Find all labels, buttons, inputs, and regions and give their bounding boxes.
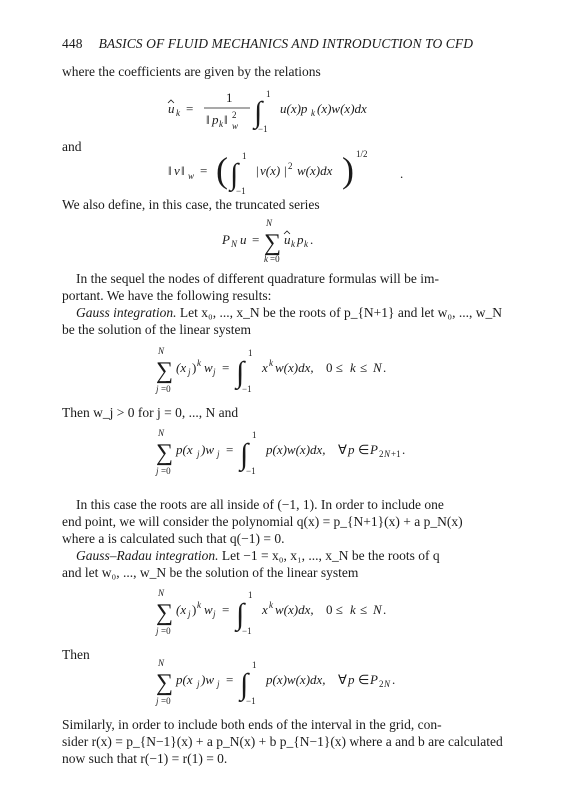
svg-text:p: p — [212, 112, 219, 127]
svg-text:u(x)p: u(x)p — [280, 101, 308, 116]
paragraph-gauss-line1 — [76, 304, 502, 321]
svg-text:p(x)w(x)dx,: p(x)w(x)dx, — [266, 442, 326, 457]
svg-text:w(x)dx: w(x)dx — [297, 163, 333, 178]
svg-text:0 ≤: 0 ≤ — [326, 360, 343, 375]
running-header — [62, 36, 473, 52]
svg-text:w: w — [204, 360, 213, 375]
paragraph-both-ends-line2: sider r(x) = p_{N−1}(x) + a p_N(x) + b p_{N−1}(x) where a and b are calculated — [62, 734, 503, 749]
svg-text:k: k — [269, 358, 273, 368]
svg-text:k: k — [350, 602, 356, 617]
svg-text:−1: −1 — [246, 466, 256, 476]
svg-text:∫: ∫ — [254, 96, 263, 129]
svg-text:j: j — [197, 679, 200, 689]
svg-text:∑: ∑ — [156, 670, 174, 696]
svg-text:‖: ‖ — [224, 112, 228, 127]
svg-text:.: . — [310, 232, 314, 247]
svg-text:|: | — [256, 163, 259, 178]
svg-text:∫: ∫ — [230, 158, 239, 191]
svg-text:=: = — [226, 442, 234, 457]
svg-text:j: j — [217, 449, 220, 459]
svg-text:2: 2 — [379, 679, 384, 689]
svg-text:N: N — [158, 428, 165, 438]
svg-text:): ) — [342, 150, 354, 190]
svg-text:2: 2 — [232, 110, 237, 120]
svg-text:p: p — [297, 232, 304, 247]
svg-text:(x: (x — [176, 602, 187, 617]
equation-truncated-series — [220, 216, 360, 270]
svg-text:k: k — [311, 108, 315, 118]
svg-text:p: p — [348, 442, 355, 457]
svg-text:N: N — [266, 218, 273, 228]
gauss-label: Gauss integration. — [76, 305, 177, 320]
svg-text:‖: ‖ — [181, 163, 185, 178]
svg-text:(x)w(x)dx: (x)w(x)dx — [317, 101, 367, 116]
equation-radau-system — [154, 586, 434, 646]
svg-text:=0: =0 — [270, 254, 280, 264]
svg-text:+1: +1 — [391, 449, 401, 459]
svg-text:P: P — [370, 442, 378, 457]
svg-text:=0: =0 — [161, 626, 171, 636]
svg-text:w(x)dx,: w(x)dx, — [275, 360, 314, 375]
svg-text:‖: ‖ — [206, 112, 210, 127]
svg-text:j: j — [188, 609, 191, 619]
svg-text:−1: −1 — [242, 384, 252, 394]
svg-text:N: N — [158, 658, 165, 668]
svg-text:j: j — [217, 679, 220, 689]
svg-text:1/2: 1/2 — [356, 149, 368, 159]
svg-text:−1: −1 — [258, 124, 268, 134]
svg-text:≤: ≤ — [360, 602, 368, 617]
equation-gauss-exactness — [154, 426, 434, 486]
radau-line1-text: Let −1 = x₀, x₁, ..., x_N be the roots of q — [221, 548, 440, 563]
svg-text:N: N — [384, 679, 391, 689]
svg-text:N: N — [158, 588, 165, 598]
svg-text:2: 2 — [288, 161, 293, 171]
paragraph-coefficients-intro: where the coefficients are given by the relations — [62, 64, 321, 79]
svg-text:=0: =0 — [161, 696, 171, 706]
svg-text:1: 1 — [252, 430, 257, 440]
svg-text:)w: )w — [201, 442, 214, 457]
equation-coefficient — [166, 84, 426, 138]
svg-text:.: . — [402, 442, 406, 457]
paragraph-then-weights: Then w_j > 0 for j = 0, ..., N and — [62, 405, 239, 420]
svg-text:‖: ‖ — [168, 163, 172, 178]
running-title: BASICS OF FLUID MECHANICS AND INTRODUCTION TO CFD — [98, 36, 474, 51]
svg-text:k: k — [219, 119, 223, 129]
paragraph-both-ends-line1: Similarly, in order to include both ends of the interval in the grid, con- — [62, 717, 442, 732]
svg-text:k: k — [176, 108, 180, 118]
svg-text:1: 1 — [266, 89, 271, 99]
svg-text:.: . — [383, 360, 387, 375]
svg-text:.: . — [392, 672, 396, 687]
svg-text:k: k — [197, 358, 201, 368]
svg-text:∑: ∑ — [156, 440, 174, 466]
svg-text:N: N — [373, 360, 382, 375]
svg-text:∫: ∫ — [240, 438, 249, 471]
svg-text:k: k — [264, 254, 268, 264]
svg-text:P: P — [370, 672, 378, 687]
radau-label: Gauss–Radau integration. — [76, 548, 219, 563]
svg-text:j: j — [156, 696, 159, 706]
paragraph-sequel-line1: In the sequel the nodes of different quadrature formulas will be im- — [76, 271, 440, 286]
equation-radau-exactness — [154, 656, 434, 716]
svg-text:∑: ∑ — [264, 230, 282, 256]
svg-text:u: u — [168, 101, 175, 116]
svg-text:1: 1 — [226, 90, 233, 105]
svg-text:=: = — [252, 232, 260, 247]
svg-text:=: = — [186, 101, 194, 116]
paragraph-and: and — [62, 139, 82, 154]
svg-text:)w: )w — [201, 672, 214, 687]
svg-text:(: ( — [216, 150, 228, 190]
paragraph-sequel-line2: portant. We have the following results: — [62, 288, 272, 303]
svg-text:w: w — [188, 171, 195, 181]
svg-text:∫: ∫ — [240, 668, 249, 701]
svg-text:N: N — [158, 346, 165, 356]
svg-text:=: = — [222, 602, 230, 617]
svg-text:u: u — [284, 232, 291, 247]
svg-text:v: v — [174, 163, 180, 178]
svg-text:−1: −1 — [236, 186, 246, 196]
svg-text:P: P — [222, 232, 230, 247]
svg-text:.: . — [400, 166, 404, 181]
svg-text:1: 1 — [252, 660, 257, 670]
svg-text:−1: −1 — [242, 626, 252, 636]
page-number: 448 — [62, 36, 83, 51]
svg-text:j: j — [213, 367, 216, 377]
svg-text:): ) — [192, 360, 197, 375]
paragraph-gauss-line2: be the solution of the linear system — [62, 322, 251, 337]
paragraph-radau-line2: and let w₀, ..., w_N be the solution of the linear system — [62, 565, 359, 580]
svg-text:0 ≤: 0 ≤ — [326, 602, 343, 617]
svg-text:∫: ∫ — [236, 356, 245, 389]
paragraph-roots-line3: where a is calculated such that q(−1) = 0. — [62, 531, 285, 546]
svg-text:j: j — [156, 384, 159, 394]
svg-text:k: k — [304, 239, 308, 249]
svg-text:=0: =0 — [161, 466, 171, 476]
svg-text:−1: −1 — [246, 696, 256, 706]
equation-weighted-norm — [166, 146, 426, 202]
svg-text:j: j — [156, 466, 159, 476]
svg-text:1: 1 — [248, 590, 253, 600]
svg-text:N: N — [384, 449, 391, 459]
svg-text:∑: ∑ — [156, 358, 174, 384]
paragraph-truncated-series: We also define, in this case, the truncated series — [62, 197, 320, 212]
svg-text:w: w — [204, 602, 213, 617]
svg-text:): ) — [192, 602, 197, 617]
svg-text:∀: ∀ — [338, 672, 347, 687]
svg-text:N: N — [231, 239, 238, 249]
svg-text:=: = — [200, 163, 208, 178]
svg-text:∈: ∈ — [358, 442, 370, 457]
paragraph-roots-line1: In this case the roots are all inside of (−1, 1). In order to include one — [76, 497, 444, 512]
svg-text:=: = — [226, 672, 234, 687]
svg-text:k: k — [350, 360, 356, 375]
svg-text:j: j — [213, 609, 216, 619]
svg-text:∀: ∀ — [338, 442, 347, 457]
svg-text:w: w — [232, 121, 239, 131]
paragraph-roots-line2: end point, we will consider the polynomial q(x) = p_{N+1}(x) + a p_N(x) — [62, 514, 463, 529]
svg-text:k: k — [197, 600, 201, 610]
svg-text:1: 1 — [242, 151, 247, 161]
svg-text:p(x: p(x — [176, 442, 193, 457]
svg-text:|: | — [284, 163, 287, 178]
svg-text:=: = — [222, 360, 230, 375]
svg-text:j: j — [188, 367, 191, 377]
paragraph-both-ends-line3: now such that r(−1) = r(1) = 0. — [62, 751, 228, 766]
svg-text:u: u — [240, 232, 247, 247]
svg-text:x: x — [262, 360, 268, 375]
svg-text:=0: =0 — [161, 384, 171, 394]
svg-text:k: k — [291, 239, 295, 249]
svg-text:x: x — [262, 602, 268, 617]
paragraph-then: Then — [62, 647, 90, 662]
svg-text:k: k — [269, 600, 273, 610]
svg-text:j: j — [197, 449, 200, 459]
gauss-line1-text: Let x₀, ..., x_N be the roots of p_{N+1} and let w₀, ..., w_N — [179, 305, 502, 320]
svg-text:N: N — [373, 602, 382, 617]
paragraph-radau-line1 — [76, 547, 440, 564]
svg-text:1: 1 — [248, 348, 253, 358]
svg-text:p(x: p(x — [176, 672, 193, 687]
svg-text:w(x)dx,: w(x)dx, — [275, 602, 314, 617]
svg-text:p: p — [348, 672, 355, 687]
svg-text:≤: ≤ — [360, 360, 368, 375]
svg-text:∑: ∑ — [156, 600, 174, 626]
svg-text:(x: (x — [176, 360, 187, 375]
svg-text:∫: ∫ — [236, 598, 245, 631]
svg-text:j: j — [156, 626, 159, 636]
svg-text:p(x)w(x)dx,: p(x)w(x)dx, — [266, 672, 326, 687]
svg-text:.: . — [383, 602, 387, 617]
equation-gauss-system — [154, 344, 434, 404]
svg-text:2: 2 — [379, 449, 384, 459]
svg-text:v(x): v(x) — [260, 163, 281, 178]
svg-text:∈: ∈ — [358, 672, 370, 687]
